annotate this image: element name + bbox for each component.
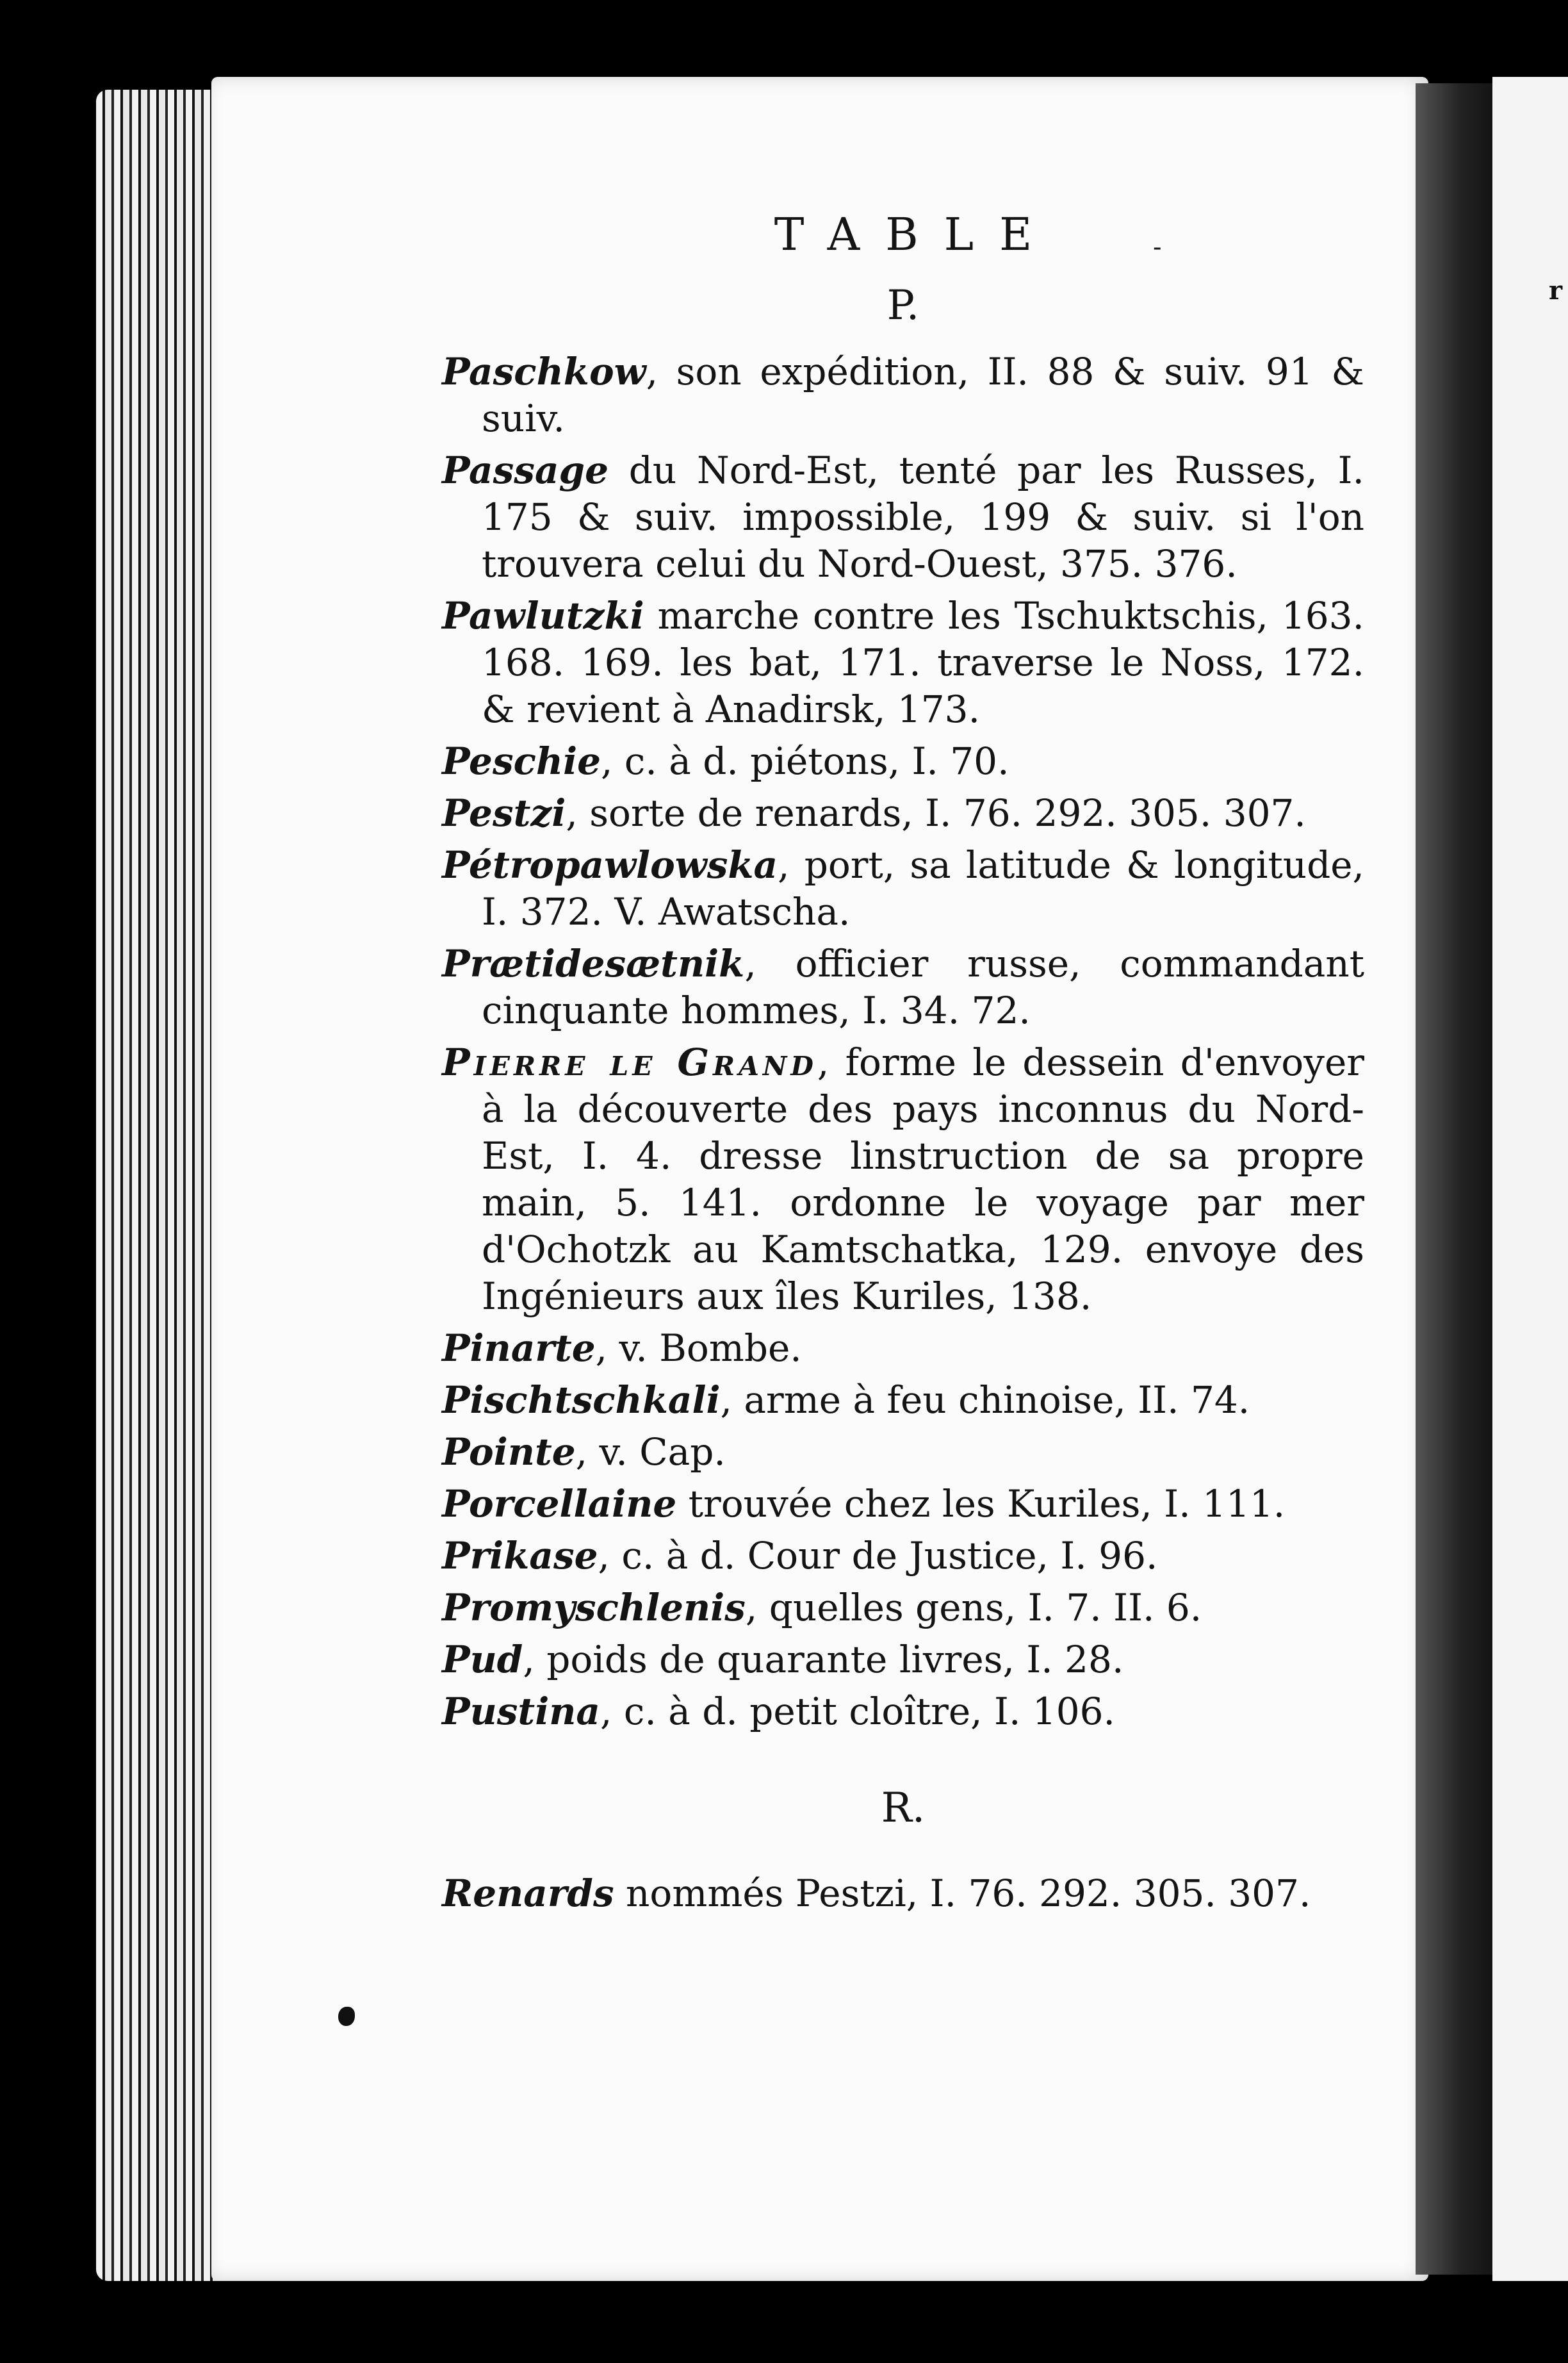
entry-term: Pétropawlowska xyxy=(442,843,778,887)
facing-page-letter: r xyxy=(1549,276,1563,306)
entry-term: Passage xyxy=(442,449,608,492)
index-entry xyxy=(442,349,1364,442)
entry-text: , officier russe, commandant cinquante hommes, I. 34. 72. xyxy=(482,942,1364,1032)
ink-speck xyxy=(338,2007,355,2026)
entry-text: marche contre les Tschuktschis, 163. 168. 169. les bat, 171. traverse le Noss, 172. & revient à Anadirsk, 173. xyxy=(482,594,1364,731)
stacked-page-edges xyxy=(96,90,231,2281)
section-letter-p: P. xyxy=(886,282,920,329)
entry-term: Pischtschkali xyxy=(442,1378,721,1422)
index-entry xyxy=(442,1585,1364,1631)
index-entry xyxy=(442,593,1364,733)
index-entry xyxy=(442,1039,1364,1320)
book-gutter xyxy=(1416,83,1499,2275)
entry-text: , arme à feu chinoise, II. 74. xyxy=(720,1378,1250,1422)
entry-text: du Nord-Est, tenté par les Russes, I. 175 & suiv. impossible, 199 & suiv. si l'on trouvera celui du Nord-Ouest, 375. 376. xyxy=(482,449,1364,586)
index-entry xyxy=(442,447,1364,588)
entry-term: Renards xyxy=(442,1872,614,1915)
entry-text: , c. à d. petit cloître, I. 106. xyxy=(600,1690,1115,1733)
entry-text: , poids de quarante livres, I. 28. xyxy=(523,1638,1124,1681)
entry-text: , sorte de renards, I. 76. 292. 305. 307. xyxy=(566,791,1306,835)
facing-page-edge xyxy=(1492,77,1568,2281)
index-entry xyxy=(442,1533,1364,1579)
index-entry xyxy=(442,1429,1364,1476)
entry-text: , c. à d. Cour de Justice, I. 96. xyxy=(598,1534,1158,1577)
entry-term: Paschkow xyxy=(442,350,646,393)
index-entry xyxy=(442,842,1364,935)
entry-term: Pinarte xyxy=(442,1326,596,1370)
entry-text: , son expédition, II. 88 & suiv. 91 & suiv. xyxy=(482,350,1364,440)
head-mark: - xyxy=(1153,233,1162,262)
index-content xyxy=(442,208,1364,1922)
entry-term: Porcellaine xyxy=(442,1482,677,1526)
index-entry xyxy=(442,1325,1364,1372)
index-entry xyxy=(442,1481,1364,1527)
index-entry xyxy=(442,941,1364,1034)
entry-text: trouvée chez les Kuriles, I. 111. xyxy=(676,1482,1286,1526)
entry-text: nommés Pestzi, I. 76. 292. 305. 307. xyxy=(614,1872,1311,1915)
entry-text: , quelles gens, I. 7. II. 6. xyxy=(745,1586,1202,1629)
index-entry xyxy=(442,1870,1364,1917)
index-entry xyxy=(442,738,1364,785)
entry-term: Pawlutzki xyxy=(442,594,644,638)
entry-term: Pointe xyxy=(442,1430,576,1474)
entry-term: Peschie xyxy=(442,739,601,783)
entry-term: Pud xyxy=(442,1638,523,1681)
index-entry xyxy=(442,1377,1364,1424)
entry-text: , v. Bombe. xyxy=(595,1326,802,1370)
entry-text: , port, sa latitude & longitude, I. 372. V. Awatscha. xyxy=(482,843,1364,934)
entry-term: Pierre le Grand xyxy=(442,1041,817,1084)
entry-term: Prætidesætnik xyxy=(442,942,745,985)
section-letter-r: R. xyxy=(881,1784,926,1832)
running-head: TABLE xyxy=(774,208,1058,261)
entry-term: Pestzi xyxy=(442,791,566,835)
entry-term: Promyschlenis xyxy=(442,1586,746,1629)
entry-term: Prikase xyxy=(442,1534,598,1577)
index-entry xyxy=(442,790,1364,837)
entry-text: , forme le dessein d'envoyer à la découverte des pays inconnus du Nord-Est, I. 4. dresse linstruction de sa propre main, 5. 141. ordonne le voyage par mer d'Ochotzk au Kamtschatka, 129. envoye des Ingénieurs aux îles Kuriles, 138. xyxy=(482,1041,1364,1318)
index-entry xyxy=(442,1688,1364,1735)
entry-text: , v. Cap. xyxy=(575,1430,726,1474)
index-entry xyxy=(442,1636,1364,1683)
entry-term: Pustina xyxy=(442,1690,601,1733)
entry-text: , c. à d. piétons, I. 70. xyxy=(601,739,1009,783)
